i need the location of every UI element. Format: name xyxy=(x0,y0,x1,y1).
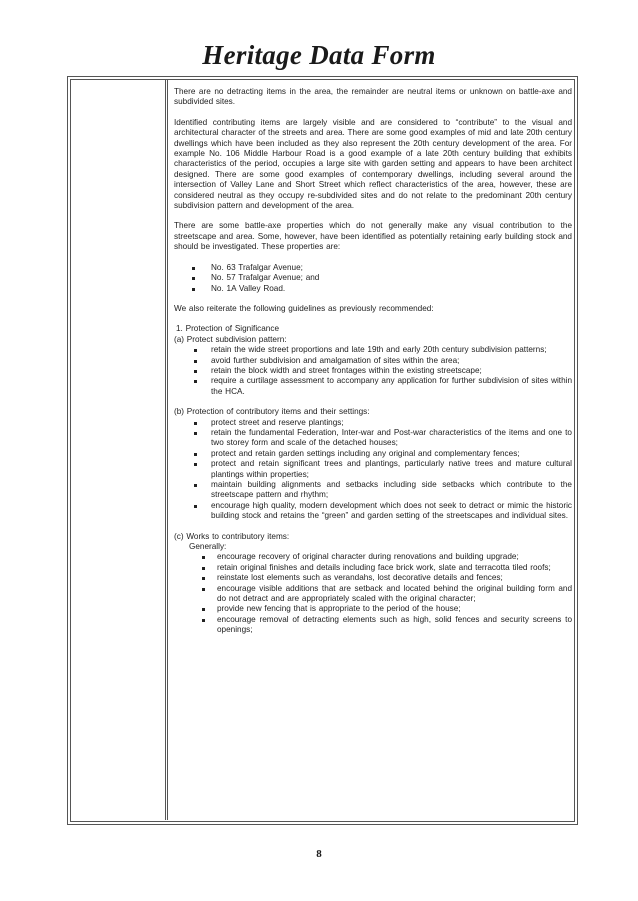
list-item: encourage high quality, modern development which does not seek to detract or mimic the historic building stock and retains the “green” and garden setting of the streetscapes and individual sites. xyxy=(174,501,572,522)
paragraph-contributing-items: Identified contributing items are largely visible and are considered to “contribute” to the visual and architectural character of the streets and area. There are some good examples of mid and late 20th century dwellings which have been included as they also represent the 20th century development of the area. For example No. 106 Middle Harbour Road is a good example of a late 20th century building that exhibits characteristics of the period, occupies a large site with garden setting and appears to have been architect designed. There are some good examples of contemporary dwellings, including several around the intersection of Valley Lane and Short Street which reflect characteristics of the area, however, these are considered neutral as they occupy re-subdivided sites and do not relate to the predominant 20th century subdivision pattern and development of the area. xyxy=(174,117,572,211)
list-item: provide new fencing that is appropriate to the period of the house; xyxy=(174,604,572,614)
paragraph-detracting-items: There are no detracting items in the area, the remainder are neutral items or unknown on battle-axe and subdivided sites. xyxy=(174,87,572,107)
list-item: retain original finishes and details including face brick work, slate and terracotta tiled roofs; xyxy=(174,563,572,573)
list-item: No. 57 Trafalgar Avenue; and xyxy=(174,273,572,283)
form-content xyxy=(174,87,572,636)
list-item: encourage removal of detracting elements such as high, solid fences and security screens to openings; xyxy=(174,615,572,636)
contributory-items-list xyxy=(174,418,572,522)
list-item: retain the wide street proportions and late 19th and early 20th century subdivision patterns; xyxy=(174,345,572,355)
subheading-contributory-items: (b) Protection of contributory items and their settings: xyxy=(174,407,370,417)
label-generally: Generally: xyxy=(189,542,227,552)
subdivision-list xyxy=(174,345,572,397)
list-item: avoid further subdivision and amalgamation of sites within the area; xyxy=(174,356,572,366)
works-list xyxy=(174,552,572,635)
subheading-subdivision-pattern: (a) Protect subdivision pattern: xyxy=(174,334,287,344)
list-item: No. 63 Trafalgar Avenue; xyxy=(174,263,572,273)
list-item: maintain building alignments and setbacks including side setbacks which contribute to the streetscape pattern and rhythm; xyxy=(174,480,572,501)
list-item: require a curtilage assessment to accompany any application for further subdivision of sites within the HCA. xyxy=(174,376,572,397)
paragraph-guidelines-intro: We also reiterate the following guidelines as previously recommended: xyxy=(174,303,434,313)
list-item: encourage recovery of original character during renovations and building upgrade; xyxy=(174,552,572,562)
list-item: retain the block width and street frontages within the existing streetscape; xyxy=(174,366,572,376)
paragraph-battle-axe: There are some battle-axe properties which do not generally make any visual contribution to the streetscape and area. Some, however, have been identified as potentially retaining early building stock and should be investigated. These properties are: xyxy=(174,221,572,252)
list-item: reinstate lost elements such as verandahs, lost decorative details and fences; xyxy=(174,573,572,583)
subheading-works-to-contributory-items: (c) Works to contributory items: xyxy=(174,531,290,541)
list-item: encourage visible additions that are setback and located behind the original building form and do not detract and are appropriately scaled with the original character; xyxy=(174,584,572,605)
properties-list xyxy=(174,263,572,294)
page-number: 8 xyxy=(316,848,322,860)
column-divider xyxy=(165,79,168,820)
heading-protection-of-significance: 1. Protection of Significance xyxy=(176,324,279,334)
list-item: protect street and reserve plantings; xyxy=(174,418,572,428)
list-item: protect and retain garden settings including any original and complementary fences; xyxy=(174,449,572,459)
page-title: Heritage Data Form xyxy=(202,40,436,70)
list-item: retain the fundamental Federation, Inter-war and Post-war characteristics of the items and one to two storey form and scale of the detached houses; xyxy=(174,428,572,449)
list-item: No. 1A Valley Road. xyxy=(174,284,572,294)
list-item: protect and retain significant trees and plantings, particularly native trees and mature cultural plantings within properties; xyxy=(174,459,572,480)
